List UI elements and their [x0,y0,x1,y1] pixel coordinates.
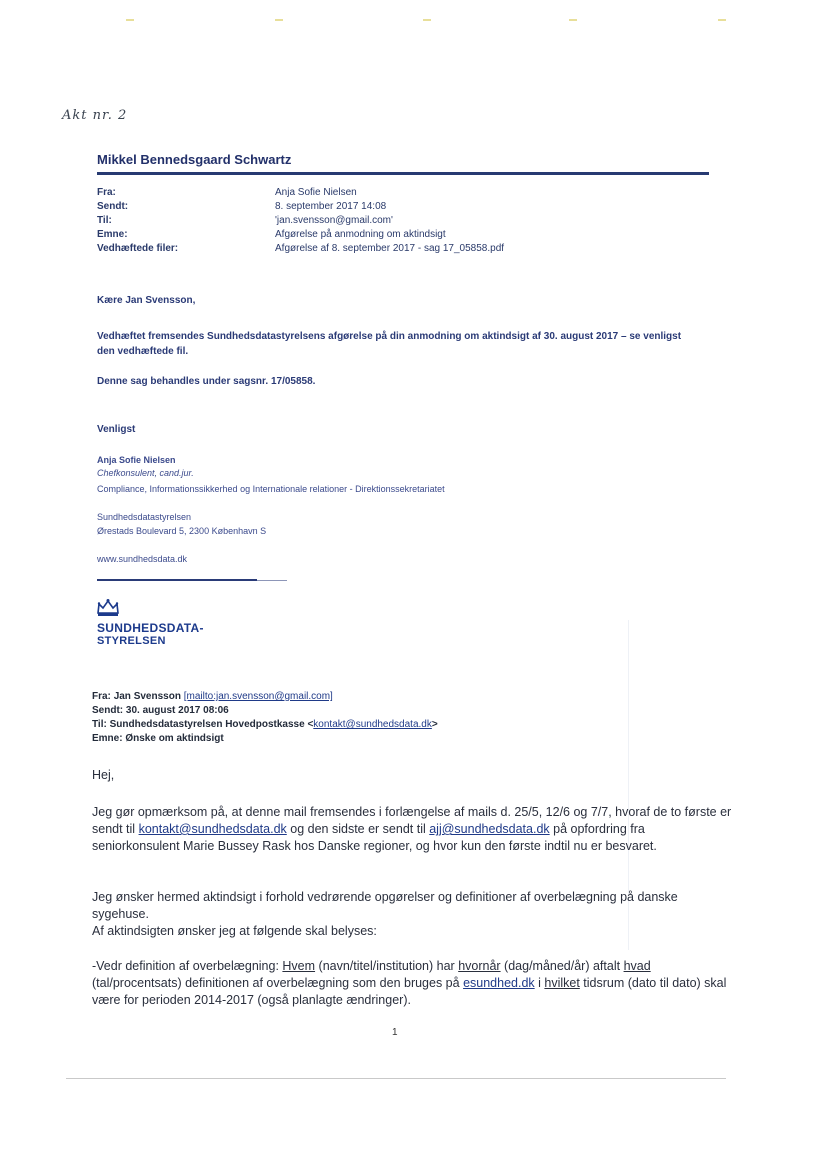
signature-website[interactable]: www.sundhedsdata.dk [97,554,188,564]
fwd-to-value: Sundhedsdatastyrelsen Hovedpostkasse < [109,719,314,730]
signature-rule-extension [257,580,287,581]
signature-address: Ørestads Boulevard 5, 2300 København S [97,526,267,536]
logo-line-1: SUNDHEDSDATA- [97,621,204,635]
scan-mark [275,19,283,21]
fwd-sent-value: 30. august 2017 08:06 [125,705,229,716]
p1-text-c: på opfordring fra seniorkonsulent Marie Bussey Rask hos Danske regioner, og hvor kun den første indtil nu er besvaret. [92,822,657,853]
fwd-subject-label: Emne: [92,733,123,744]
header-rule [97,172,709,175]
signature-title: Chefkonsulent, cand.jur. [97,468,194,478]
fwd-to-link[interactable]: kontakt@sundhedsdata.dk [313,719,432,730]
bottom-rule [66,1078,726,1079]
fwd-from-link[interactable]: [mailto:jan.svensson@gmail.com] [183,691,333,702]
scan-mark [423,19,431,21]
subject-value: Afgørelse på anmodning om aktindsigt [275,229,446,240]
crown-icon [95,598,121,618]
reply-greeting: Kære Jan Svensson, [97,295,196,306]
email-greeting: Hej, [92,768,115,782]
p1-text-b: og den sidste er sendt til [286,822,430,836]
signature-name: Anja Sofie Nielsen [97,455,176,465]
logo-line-2: STYRELSEN [97,635,166,647]
email-paragraph-3: Af aktindsigten ønsker jeg at følgende skal belyses: [92,924,377,938]
email-paragraph-4 [92,958,732,1009]
subject-label: Emne: [97,229,128,240]
p4-hvem: Hvem [282,959,316,973]
reply-paragraph-2: Denne sag behandles under sagsnr. 17/05858. [97,376,316,387]
signature-department: Compliance, Informationssikkerhed og Internationale relationer - Direktionssekretariatet [97,484,445,494]
attachments-value: Afgørelse af 8. september 2017 - sag 17_05858.pdf [275,243,505,254]
fwd-to-label: Til: [92,719,107,730]
fwd-from-label: Fra: [92,691,111,702]
p1-text-a: Jeg gør opmærksom på, at denne mail fremsendes i forlængelse af mails d. 25/5, 12/6 og 7/7, hvoraf de to første er sendt til [92,805,732,836]
p4-text-e: i [534,976,545,990]
p4-hvornaar: hvornår [458,959,501,973]
sent-label: Sendt: [97,201,129,212]
scan-mark [126,19,134,21]
p4-text-f: tidsrum (dato til dato) skal være for perioden 2014-2017 (også planlagte ændringer). [92,976,727,1007]
p4-text-c: (dag/måned/år) aftalt [500,959,624,973]
agency-logo-text [97,622,204,648]
attachments-label: Vedhæftede filer: [97,243,179,254]
page-number: 1 [392,1027,398,1038]
email-paragraph-1 [92,804,732,855]
handwritten-note: Akt nr. 2 [62,108,128,123]
forwarded-header [92,690,732,746]
sent-value: 8. september 2017 14:08 [275,201,387,212]
p4-link-esundhed[interactable]: esundhed.dk [463,976,535,990]
p4-hvad: hvad [623,959,651,973]
to-value: 'jan.svensson@gmail.com' [275,215,393,226]
email-paragraph-2: Jeg ønsker hermed aktindsigt i forhold vedrørende opgørelser og definitioner af overbelægning på danske sygehuse. [92,890,678,921]
fwd-sent-label: Sendt: [92,705,124,716]
p1-link-kontakt[interactable]: kontakt@sundhedsdata.dk [138,822,287,836]
from-value: Anja Sofie Nielsen [275,187,357,198]
reply-closing: Venligst [97,424,136,435]
reply-paragraph-1: Vedhæftet fremsendes Sundhedsdatastyrelsens afgørelse på din anmodning om aktindsigt af 30. august 2017 – se venligst den vedhæftede fil. [97,331,682,357]
scan-mark [569,19,577,21]
to-label: Til: [97,215,112,226]
signature-rule [97,579,257,581]
p4-text-a: -Vedr definition af overbelægning: [92,959,283,973]
fwd-to-close: > [431,719,438,730]
email-header [97,186,657,256]
p1-link-ajj[interactable]: ajj@sundhedsdata.dk [429,822,550,836]
sender-name: Mikkel Bennedsgaard Schwartz [97,152,292,167]
p4-text-b: (navn/titel/institution) har [315,959,459,973]
fwd-subject-value: Ønske om aktindsigt [125,733,224,744]
signature-org: Sundhedsdatastyrelsen [97,512,192,522]
p4-hvilket: hvilket [544,976,580,990]
fwd-from-value: Jan Svensson [113,691,181,702]
from-label: Fra: [97,187,116,198]
scan-mark [718,19,726,21]
p4-text-d: (tal/procentsats) definitionen af overbelægning som den bruges på [92,976,464,990]
